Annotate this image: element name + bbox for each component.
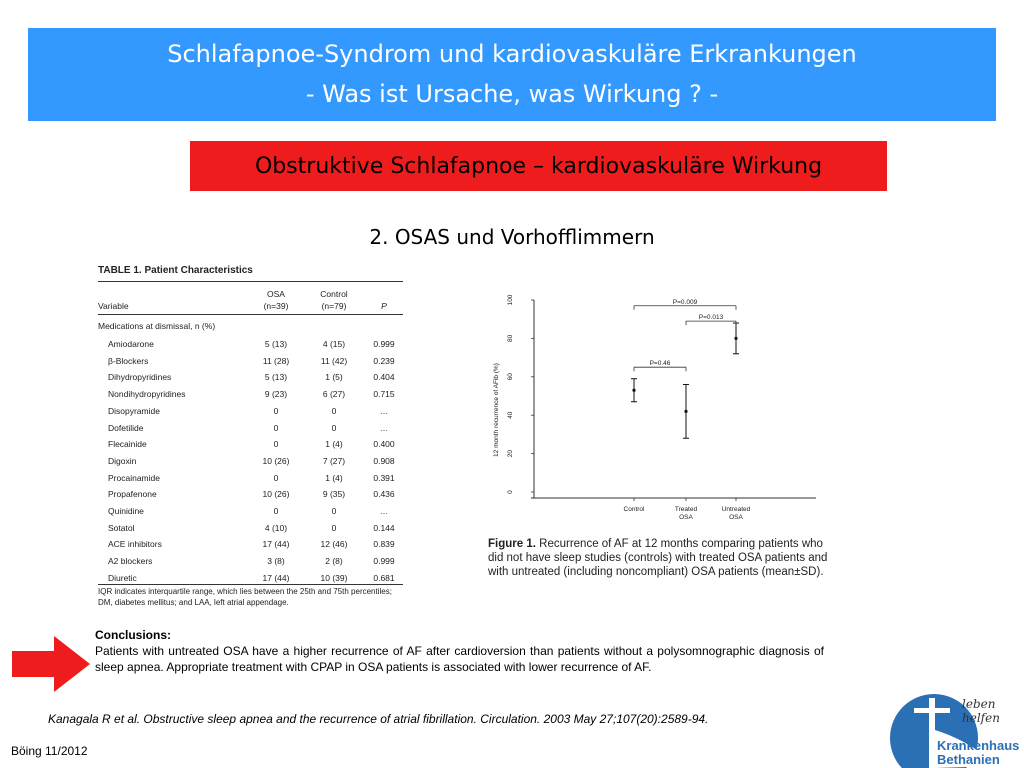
- table-row: [98, 556, 403, 572]
- y-tick-label: 80: [507, 334, 514, 343]
- cell-p: 0.436: [373, 489, 395, 500]
- p-value-label: P=0.46: [649, 360, 671, 368]
- title-bar: [28, 28, 996, 121]
- cell-control: 2 (8): [325, 556, 343, 567]
- table-row: [98, 372, 403, 388]
- section-heading: 2. OSAS und Vorhofflimmern: [369, 225, 655, 249]
- cell-variable: Propafenone: [108, 489, 157, 500]
- cell-variable: Digoxin: [108, 455, 137, 466]
- cell-osa: 3 (8): [267, 556, 285, 567]
- table-row: [98, 506, 403, 522]
- col-control-n: (n=79): [321, 301, 347, 311]
- table-group-label: [98, 321, 403, 337]
- plot-area: [507, 294, 816, 521]
- x-tick-label: Untreated: [721, 506, 751, 513]
- table-title: TABLE 1. Patient Characteristics: [98, 265, 253, 276]
- slide-title-line1: Schlafapnoe-Syndrom und kardiovaskuläre Erkrankungen: [167, 40, 857, 68]
- cell-variable: ACE inhibitors: [108, 539, 162, 550]
- subtitle-box: Obstruktive Schlafapnoe – kardiovaskuläre Wirkung: [190, 141, 887, 191]
- cell-variable: Sotatol: [108, 522, 135, 533]
- cell-variable: Amiodarone: [108, 339, 154, 349]
- cell-variable: Diuretic: [108, 572, 137, 583]
- table-row: [98, 339, 403, 355]
- table-row: [98, 439, 403, 455]
- cell-control: 4 (15): [322, 339, 346, 349]
- cell-osa: 5 (13): [264, 339, 288, 349]
- x-tick-label: Control: [623, 506, 645, 513]
- footer-date: Böing 11/2012: [11, 744, 88, 758]
- cell-osa: 0: [273, 405, 279, 416]
- cell-p: 0.908: [373, 455, 395, 466]
- y-tick-label: 40: [507, 411, 514, 419]
- slide-title-line2: - Was ist Ursache, was Wirkung ? -: [305, 80, 719, 108]
- cell-variable: Quinidine: [108, 506, 144, 516]
- cell-p: 0.999: [373, 556, 395, 567]
- y-tick-label: 60: [507, 373, 514, 381]
- figure-caption: [488, 537, 828, 579]
- table-row: [98, 523, 403, 539]
- mean-point: [734, 337, 737, 340]
- col-variable: Variable: [98, 301, 129, 311]
- red-arrow-icon: [12, 636, 90, 692]
- conclusions-label: Conclusions:: [95, 628, 172, 642]
- cell-control: 6 (27): [322, 389, 346, 400]
- cell-control: 7 (27): [322, 455, 346, 466]
- cell-control: 0: [331, 422, 337, 433]
- cell-control: 0: [331, 506, 337, 516]
- cell-osa: 4 (10): [264, 522, 288, 533]
- mean-point: [632, 389, 635, 392]
- table-row: [98, 489, 403, 505]
- logo-name-line1: Krankenhaus: [937, 738, 1020, 753]
- x-tick-label: Treated: [674, 506, 698, 513]
- cell-osa: 10 (26): [262, 489, 290, 500]
- citation: Kanagala R et al. Obstructive sleep apnea and the recurrence of atrial fibrillation. Circulation. 2003 May 27;107(20):2589-94.: [48, 712, 709, 726]
- cell-osa: 0: [273, 439, 279, 450]
- p-value-label: P=0.009: [672, 298, 698, 306]
- cell-variable: A2 blockers: [108, 556, 153, 567]
- conclusions-text: Patients with untreated OSA have a higher recurrence of AF after cardioversion than patients without a polysomnographic diagnosis of sleep apnea. Appropriate treatment with CPAP in OSA patients is associated with lower recurrence of AF.: [95, 644, 824, 674]
- cell-osa: 0: [273, 472, 279, 483]
- table-row: [98, 539, 403, 555]
- cell-osa: 10 (26): [262, 455, 290, 466]
- cell-control: 0: [331, 522, 337, 533]
- cell-variable: Flecainide: [108, 439, 147, 450]
- af-recurrence-chart: [486, 288, 826, 528]
- logo-name-line2: Bethanien: [937, 752, 1000, 767]
- cell-p: …: [379, 422, 389, 433]
- cell-p: 0.404: [373, 372, 395, 383]
- col-osa-n: (n=39): [263, 301, 289, 311]
- table-row: [98, 456, 403, 472]
- cell-control: 11 (42): [320, 355, 348, 366]
- table-row: [98, 356, 403, 372]
- cell-control: 10 (39): [320, 572, 348, 583]
- col-control: Control: [320, 289, 348, 299]
- cell-p: 0.999: [373, 339, 395, 349]
- y-tick-label: 100: [507, 294, 514, 306]
- cell-osa: 0: [273, 422, 279, 433]
- figure-caption-text: Recurrence of AF at 12 months comparing patients who did not have sleep studies (controls) with treated OSA patients and with untreated (including noncompliant) OSA patients (mean±SD).: [488, 538, 828, 578]
- cell-variable: Disopyramide: [108, 405, 160, 416]
- table-rule-top: [98, 281, 403, 282]
- cell-p: 0.839: [373, 539, 395, 550]
- table-row: [98, 423, 403, 439]
- cell-p: 0.715: [373, 389, 395, 400]
- group-label: Medications at dismissal, n (%): [98, 321, 216, 331]
- x-tick-label: OSA: [679, 514, 693, 521]
- y-tick-label: 0: [507, 490, 514, 494]
- cell-control: 1 (4): [325, 439, 343, 450]
- cell-osa: 17 (44): [262, 539, 290, 550]
- x-tick-label: OSA: [729, 514, 743, 521]
- cell-control: 12 (46): [320, 539, 348, 550]
- cell-variable: Dihydropyridines: [108, 372, 172, 383]
- cell-p: 0.400: [373, 439, 395, 450]
- cell-osa: 17 (44): [262, 572, 290, 583]
- cell-p: …: [379, 506, 389, 516]
- cell-p: 0.239: [373, 355, 395, 366]
- table-rule-header: [98, 314, 403, 315]
- cell-p: 0.681: [373, 572, 395, 583]
- table-row: [98, 473, 403, 489]
- cell-osa: 5 (13): [264, 372, 288, 383]
- mean-point: [684, 410, 687, 413]
- y-tick-label: 20: [507, 449, 514, 458]
- cell-variable: Procainamide: [108, 472, 160, 483]
- cell-control: 9 (35): [322, 489, 346, 500]
- cell-control: 1 (5): [325, 372, 343, 383]
- cell-control: 0: [331, 405, 337, 416]
- y-axis-label: 12 month recurrence of AFib (%): [493, 363, 500, 457]
- cell-variable: β-Blockers: [108, 355, 149, 366]
- cell-variable: Dofetilide: [108, 422, 144, 433]
- table-row: [98, 389, 403, 405]
- cell-variable: Nondihydropyridines: [108, 389, 186, 400]
- cell-p: 0.391: [373, 472, 395, 483]
- table-rule-bottom: [98, 584, 403, 585]
- table-footnote: IQR indicates interquartile range, which lies between the 25th and 75th percentiles; DM, diabetes mellitus; and LAA, left atrial appendage.: [98, 587, 392, 607]
- cell-osa: 11 (28): [262, 355, 290, 366]
- table-row: [98, 406, 403, 422]
- cell-osa: 9 (23): [264, 389, 288, 400]
- cell-control: 1 (4): [325, 472, 343, 483]
- conclusions-block: [95, 627, 824, 675]
- cell-osa: 0: [273, 506, 279, 516]
- logo-slogan: leben helfen: [962, 697, 1000, 725]
- figure-caption-label: Figure 1.: [488, 538, 536, 550]
- p-value-label: P=0.013: [698, 314, 724, 322]
- cell-p: 0.144: [373, 522, 395, 533]
- col-osa: OSA: [267, 289, 285, 299]
- cell-p: …: [379, 405, 389, 416]
- col-p: P: [381, 301, 387, 311]
